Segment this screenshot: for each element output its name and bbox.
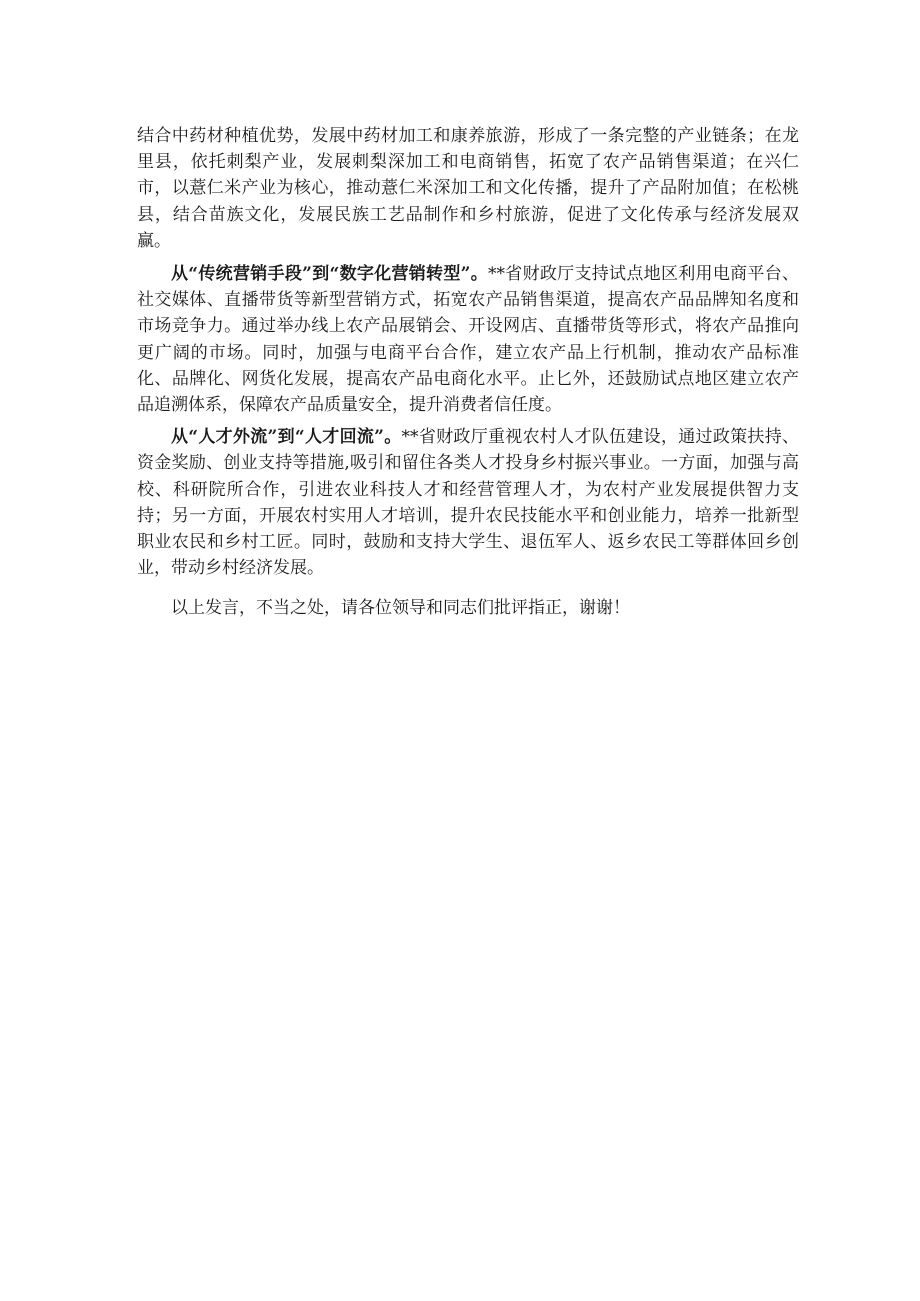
paragraph-text: 以上发言，不当之处，请各位领导和同志们批评指正，谢谢！ [171,598,630,619]
paragraph-closing [137,595,799,621]
paragraph-heading: 从“传统营销手段”到“数字化营销转型”。 [171,264,488,285]
paragraph-digital-marketing [137,261,799,418]
paragraph-text: 结合中药材种植优势，发展中药材加工和康养旅游，形成了一条完整的产业链条；在龙里县，依托刺梨产业，发展刺梨深加工和电商销售，拓宽了农产品销售渠道；在兴仁市，以薏仁米产业为核心，推动薏仁米深加工和文化传播，提升了产品附加值；在松桃县，结合苗族文化，发展民族工艺品制作和乡村旅游，促进了文化传承与经济发展双赢。 [137,126,799,251]
paragraph-text: **省财政厅支持试点地区利用电商平台、社交媒体、直播带货等新型营销方式，拓宽农产品销售渠道，提高农产品品牌知名度和市场竞争力。通过举办线上农产品展销会、开设网店、直播带货等形式，将农产品推向更广阔的市场。同时，加强与电商平台合作，建立农产品上行机制，推动农产品标准化、品牌化、网货化发展，提高农产品电商化水平。止匕外，还鼓励试点地区建立农产品追溯体系，保障农产品质量安全，提升消费者信任度。 [137,264,799,416]
paragraph-text: **省财政厅重视农村人才队伍建设，通过政策扶持、资金奖励、创业支持等措施,吸引和留住各类人才投身乡村振兴事业。一方面，加强与高校、科研院所合作，引进农业科技人才和经营管理人才，为农村产业发展提供智力支持；另一方面，开展农村实用人才培训，提升农民技能水平和创业能力，培养一批新型职业农民和乡村工匠。同时，鼓励和支持大学生、退伍军人、返乡农民工等群体回乡创业，带动乡村经济发展。 [137,427,799,579]
paragraph-heading: 从“人才外流”到“人才回流”。 [171,427,402,448]
paragraph-industry-chain [137,123,799,254]
paragraph-talent-return [137,424,799,581]
document-body [137,123,799,622]
